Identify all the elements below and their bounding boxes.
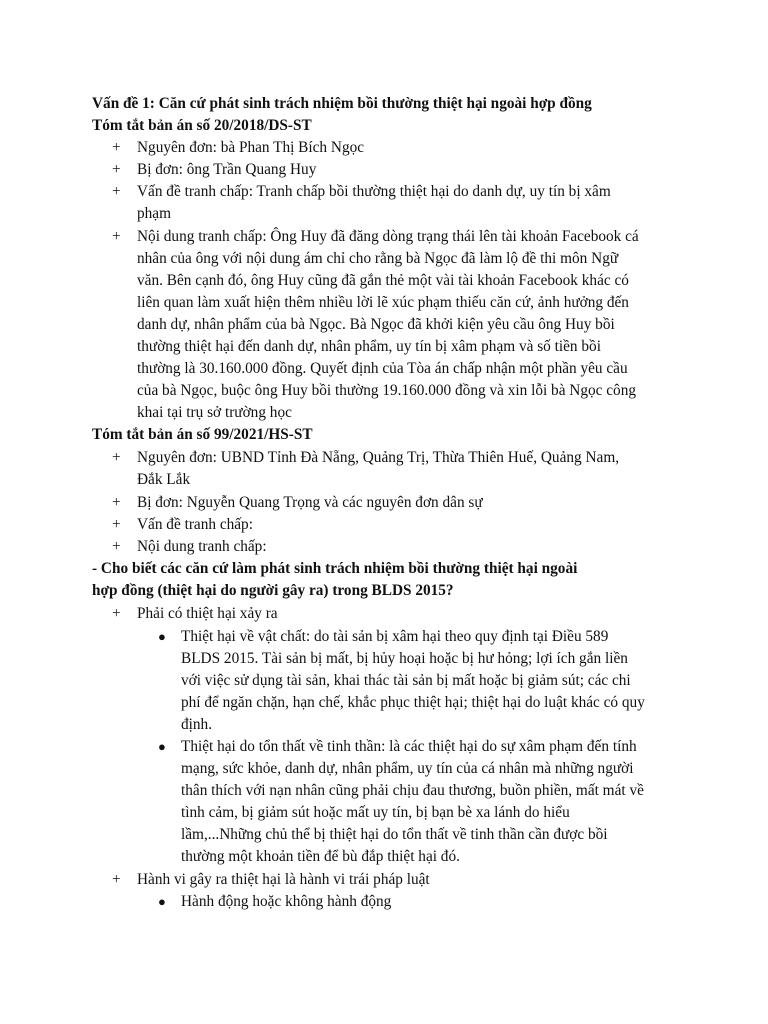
plus-marker: + <box>112 183 121 200</box>
bullet-marker: ● <box>158 894 166 909</box>
plus-marker: + <box>112 139 121 156</box>
plus-marker: + <box>112 161 121 178</box>
case1-content-line: danh dự, nhân phẩm của bà Ngọc. Bà Ngọc đã khởi kiện yêu cầu ông Huy bồi <box>137 316 615 333</box>
case1-issue-line: Vấn đề tranh chấp: Tranh chấp bồi thường thiệt hại do danh dự, uy tín bị xâm <box>137 183 611 200</box>
section-heading: Vấn đề 1: Căn cứ phát sinh trách nhiệm bồi thường thiệt hại ngoài hợp đồng <box>92 95 592 112</box>
material-damage-line: với việc sử dụng tài sản, khai thác tài sản bị mất hoặc bị giảm sút; các chi <box>181 672 631 689</box>
case2-title: Tóm tắt bản án số 99/2021/HS-ST <box>92 426 313 443</box>
action-item: Hành động hoặc không hành động <box>181 893 392 910</box>
case1-issue-line: phạm <box>137 205 171 222</box>
plus-marker: + <box>112 538 121 555</box>
case1-plaintiff: Nguyên đơn: bà Phan Thị Bích Ngọc <box>137 139 365 156</box>
material-damage-line: phí để ngăn chặn, hạn chế, khắc phục thiệt hại; thiệt hại do luật khác có quy <box>181 694 645 711</box>
case2-defendant: Bị đơn: Nguyễn Quang Trọng và các nguyên đơn dân sự <box>137 494 483 511</box>
ground-label: Phải có thiệt hại xảy ra <box>137 605 278 622</box>
case1-content-line: văn. Bên cạnh đó, ông Huy cũng đã gắn thẻ một vài tài khoản Facebook khác có <box>137 272 629 289</box>
case1-content-line: thường là 30.160.000 đồng. Quyết định của Tòa án chấp nhận một phần yêu cầu <box>137 360 628 377</box>
case1-content-line: liên quan làm xuất hiện thêm nhiều lời lẽ xúc phạm thiếu căn cứ, ảnh hưởng đến <box>137 294 629 311</box>
case2-content: Nội dung tranh chấp: <box>137 538 267 555</box>
case2-plaintiff-line: Đắk Lắk <box>137 471 191 488</box>
material-damage-line: Thiệt hại về vật chất: do tài sản bị xâm hại theo quy định tại Điều 589 <box>181 628 609 645</box>
ground-label: Hành vi gây ra thiệt hại là hành vi trái pháp luật <box>137 871 430 888</box>
plus-marker: + <box>112 228 121 245</box>
case1-content-line: nhân của ông với nội dung ám chỉ cho rằng bà Ngọc đã làm lộ đề thi môn Ngữ <box>137 250 619 267</box>
question-line: - Cho biết các căn cứ làm phát sinh trách nhiệm bồi thường thiệt hại ngoài <box>92 560 578 577</box>
case2-plaintiff-line: Nguyên đơn: UBND Tỉnh Đà Nẵng, Quảng Trị, Thừa Thiên Huế, Quảng Nam, <box>137 449 620 466</box>
material-damage-line: định. <box>181 716 213 733</box>
plus-marker: + <box>112 494 121 511</box>
mental-damage-line: thường một khoản tiền để bù đắp thiệt hại đó. <box>181 848 460 865</box>
mental-damage-line: Thiệt hại do tổn thất về tinh thần: là các thiệt hại do sự xâm phạm đến tính <box>181 738 637 755</box>
material-damage-line: BLDS 2015. Tài sản bị mất, bị hủy hoại hoặc bị hư hỏng; lợi ích gắn liền <box>181 650 628 667</box>
mental-damage-line: mạng, sức khỏe, danh dự, nhân phẩm, uy tín của cá nhân mà những người <box>181 760 634 777</box>
mental-damage-line: lầm,...Những chủ thể bị thiệt hại do tổn thất về tinh thần cần được bồi <box>181 826 608 843</box>
bullet-marker: ● <box>158 739 166 754</box>
bullet-marker: ● <box>158 629 166 644</box>
mental-damage-line: thân thích với nạn nhân cũng phải chịu đau thương, buồn phiền, mất mát về <box>181 782 644 799</box>
plus-marker: + <box>112 516 121 533</box>
case1-content-line: thường thiệt hại đến danh dự, nhân phẩm, uy tín bị xâm phạm và số tiền bồi <box>137 338 601 355</box>
plus-marker: + <box>112 871 121 888</box>
case1-content-line: của bà Ngọc, buộc ông Huy bồi thường 19.160.000 đồng và xin lỗi bà Ngọc công <box>137 382 637 399</box>
plus-marker: + <box>112 605 121 622</box>
mental-damage-line: tình cảm, bị giảm sút hoặc mất uy tín, bị bạn bè xa lánh do hiểu <box>181 804 570 821</box>
question-line: hợp đồng (thiệt hại do người gây ra) trong BLDS 2015? <box>92 582 454 599</box>
case1-title: Tóm tắt bản án số 20/2018/DS-ST <box>92 117 312 134</box>
case1-defendant: Bị đơn: ông Trần Quang Huy <box>137 161 317 178</box>
plus-marker: + <box>112 449 121 466</box>
case1-content-line: khai tại trụ sở trường học <box>137 404 292 421</box>
case1-content-line: Nội dung tranh chấp: Ông Huy đã đăng dòng trạng thái lên tài khoản Facebook cá <box>137 228 639 245</box>
case2-issue: Vấn đề tranh chấp: <box>137 516 253 533</box>
